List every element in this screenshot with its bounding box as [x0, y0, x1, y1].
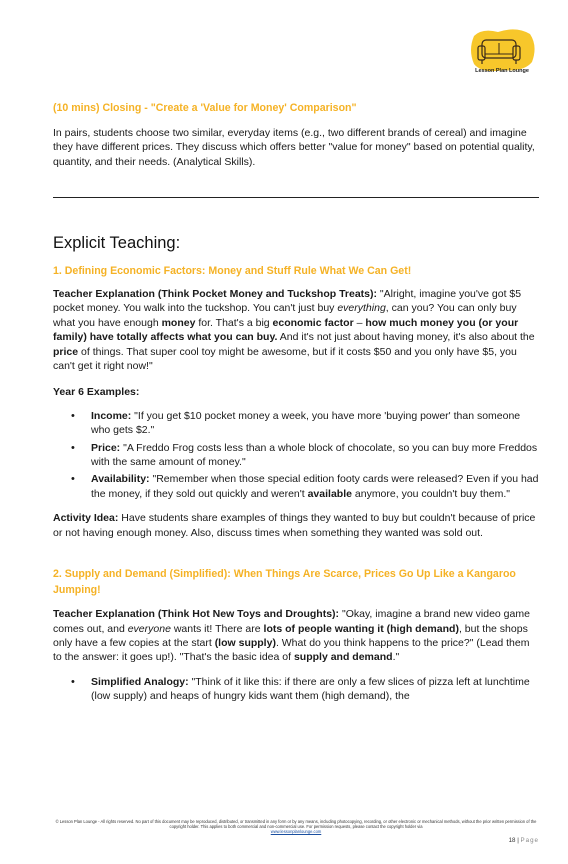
closing-body: In pairs, students choose two similar, everyday items (e.g., two different brands of cereal) and imagine they have different prices. They discuss which offers better "value for money" based on potential quality, quantity, and their needs. (Analytical Skills). — [53, 127, 535, 168]
analogy-list — [53, 675, 539, 704]
examples-list — [53, 409, 539, 501]
section-2-title: 2. Supply and Demand (Simplified): When Things Are Scarce, Prices Go Up Like a Kangaroo Jumping! — [53, 568, 516, 596]
copyright-footer — [53, 819, 539, 835]
section-1-title: 1. Defining Economic Factors: Money and Stuff Rule What We Can Get! — [53, 265, 412, 277]
list-item: • Price: "A Freddo Frog costs less than a whole block of chocolate, so you can buy more Freddos with the same amount of money." — [91, 441, 539, 470]
list-item: • Availability: "Remember when those special edition footy cards were released? Even if you had the money, if they sold out quickly and weren't available anymore, you couldn't buy them." — [91, 472, 539, 501]
section-2-explanation: Teacher Explanation (Think Hot New Toys and Droughts): "Okay, imagine a brand new video game comes out, and everyone wants it! There are lots of people wanting it (high demand), but the shops only have a few copies at the start (low supply). What do you think happens to the price?" (Lead them to the answer: it goes up!). "That's the basic idea of supply and demand." — [53, 608, 530, 664]
section-divider — [53, 197, 539, 198]
explicit-teaching-section — [53, 233, 539, 704]
list-item: • Income: "If you get $10 pocket money a week, you have more 'buying power' than someone who gets $2." — [91, 409, 539, 438]
explanation-label: Teacher Explanation (Think Pocket Money and Tuckshop Treats): — [53, 288, 378, 300]
examples-label: Year 6 Examples: — [53, 386, 140, 399]
activity-idea: Activity Idea: Have students share examples of things they wanted to buy but couldn't because of price or not having enough money. Also, discuss times when something they wanted was sold out. — [53, 512, 536, 539]
list-item: • Simplified Analogy: "Think of it like this: if there are only a few slices of pizza left at lunchtime (low supply) and heaps of hungry kids want them (high demand), the — [91, 675, 539, 704]
closing-section — [53, 101, 539, 169]
closing-title: (10 mins) Closing - "Create a 'Value for Money' Comparison" — [53, 102, 357, 114]
section-1-explanation: Teacher Explanation (Think Pocket Money and Tuckshop Treats): "Alright, imagine you've got $5 pocket money. You walk into the tuckshop. You can't just buy everything, can you? You can only buy what you have enough money for. That's a big economic factor – how much money you (or your family) have totally affects what you can buy. And it's not just about having money, it's also about the price of things. That super cool toy might be awesome, but if it costs $50 and you only have $5, you can't get it right now!" — [53, 288, 535, 373]
website-link[interactable]: www.lessonplanlounge.com — [270, 829, 322, 835]
page-number: 18 | Page — [508, 837, 539, 844]
copyright-text: © Lesson Plan Lounge - All rights reserved. No part of this document may be reproduced, distributed, or transmitted in any form or by any means, including photocopying, recording, or other electronic or mechanical methods, without the prior written permission of the copyright holder. This applies to both commercial and non-commercial use. For permission requests, please contact the copyright holder via — [55, 819, 537, 830]
explicit-teaching-heading: Explicit Teaching: — [53, 234, 181, 252]
logo-text: Lesson Plan Lounge — [475, 68, 529, 74]
